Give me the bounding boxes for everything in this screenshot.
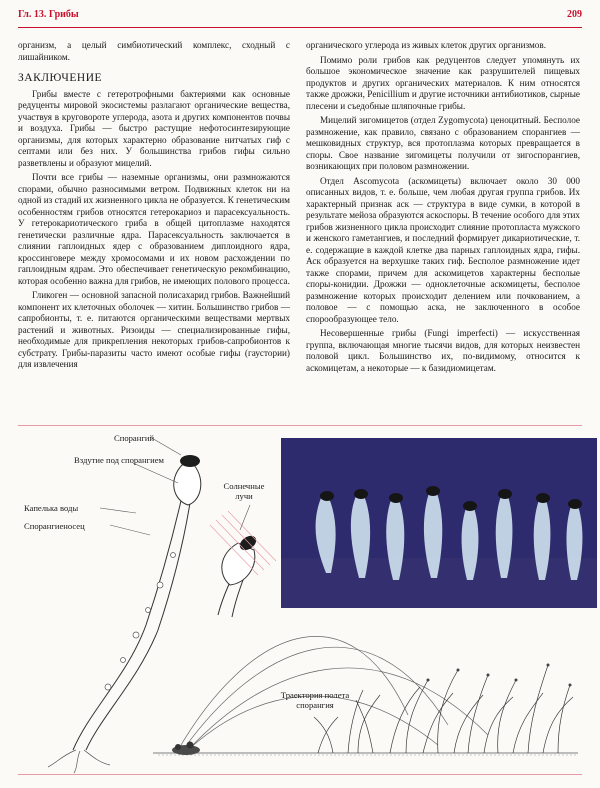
right-column — [306, 40, 580, 377]
header-rule — [18, 27, 582, 28]
left-column — [18, 40, 290, 374]
paragraph: Почти все грибы — наземные организмы, они размножаются спорами, обычно разносимыми ветром. Подвижных клеток ни на одной из стадий их жизненного цикла не образуется. К генетическим особенностям грибов относятся гетерокариоз и парасексуальность. У гетерокариотического гриба в общей цитоплазме находятся генетически различные ядра. Парасексуальность заключается в слиянии гаплоидных ядер с образованием диплоидного ядра, кроссинговере между хромосомами и их новом расхождении по гаплоидным ядрам. Это обеспечивает генетическую рекомбинацию, которая особенно важна для грибов, не имеющих полового процесса. — [18, 172, 290, 286]
label-trajectory: Траектория полета спорангия — [280, 690, 350, 710]
paragraph: Мицелий зигомицетов (отдел Zygomycota) ценоцитный. Бесполое размножение, как правило, связано с образованием спорангиев — мешковидных структур, вся протоплазма которых превращается в споры. Свое название зигомицеты получили от зигоспорангиев, возникающих при половом размножении. — [306, 115, 580, 171]
label-sporangiophore: Спорангиеносец — [24, 521, 85, 531]
sporangium-icon — [180, 455, 200, 467]
paragraph: Помимо роли грибов как редуцентов следует упомянуть их большое экономическое значение как разрушителей пищевых продуктов и других органических материалов. К ним относятся также дрожжи, Penicillium и другие источники антибиотиков, сырные плесени и съедобные шляпочные грибы. — [306, 54, 580, 111]
paragraph: Грибы вместе с гетеротрофными бактериями как основные редуценты мировой экосистемы разлагают органические вещества, участвуя в круговороте углерода, азота и других компонентов почвы и воздуха. Грибы — быстро растущие нефотосинтезирующие организмы, для которых характерно образование нитчатых гиф с септами или без них. У большинства грибов гифы сильно разветвлены и образуют мицелий. — [18, 88, 290, 168]
page-header — [18, 9, 582, 25]
figure — [18, 425, 582, 775]
label-swelling: Вздутие под спорангием — [74, 455, 164, 465]
label-water-drop: Капелька воды — [24, 503, 79, 513]
paragraph: Отдел Ascomycota (аскомицеты) включает около 30 000 описанных видов, т. е. больше, чем любая другая группа грибов. Их характерный признак аск — структура в виде сумки, в которой в результате мейоза образуются аскоспоры. В течение особого для этих грибов жизненного цикла происходит слияние протопласта мужского и женского гаметангиев, и последний формирует дикариотические, т. е. содержащие в каждой клетке два парных гаплоидных ядра, гифы. Аск образуется на верхушке таких гиф. Бесполое размножение идет также спорами, причем для аскомицетов характерны бесполые споры-конидии. Дрожжи — одноклеточные аскомицеты, бесполое размножение которых происходит делением или почкованием, а половое — с помощью аска, не заключенного в особое спорообразующее тело. — [306, 175, 580, 324]
label-sporangium: Спорангий — [114, 433, 155, 443]
chapter-title: Гл. 13. Грибы — [18, 9, 79, 20]
page-number: 209 — [567, 9, 582, 20]
section-title: ЗАКЛЮЧЕНИЕ — [18, 72, 103, 84]
paragraph: Гликоген — основной запасной полисахарид грибов. Важнейший компонент их клеточных оболочек — хитин. Большинство грибов — сапробионты, т. е. питаются органическими веществами мертвых растений и животных. Ризоиды — специализированные гифы, необходимые для прикрепления некоторых грибов-сапробионтов к субстрату. Грибы-паразиты часто имеют особые гифы (гаустории) для извлечения — [18, 290, 290, 369]
label-sun-rays: Солнечные лучи — [223, 481, 265, 501]
paragraph: Несовершенные грибы (Fungi imperfecti) — искусственная группа, включающая многие тысячи видов, для которых неизвестен половой цикл. Большинство их, по-видимому, относится к аскомицетам, а некоторые — к базидиомицетам. — [306, 328, 580, 373]
sporangiophore-photo — [281, 438, 597, 608]
paragraph: органического углерода из живых клеток других организмов. — [306, 40, 547, 50]
continuation-text: организм, а целый симбиотический комплекс, сходный с лишайником. — [18, 40, 290, 62]
